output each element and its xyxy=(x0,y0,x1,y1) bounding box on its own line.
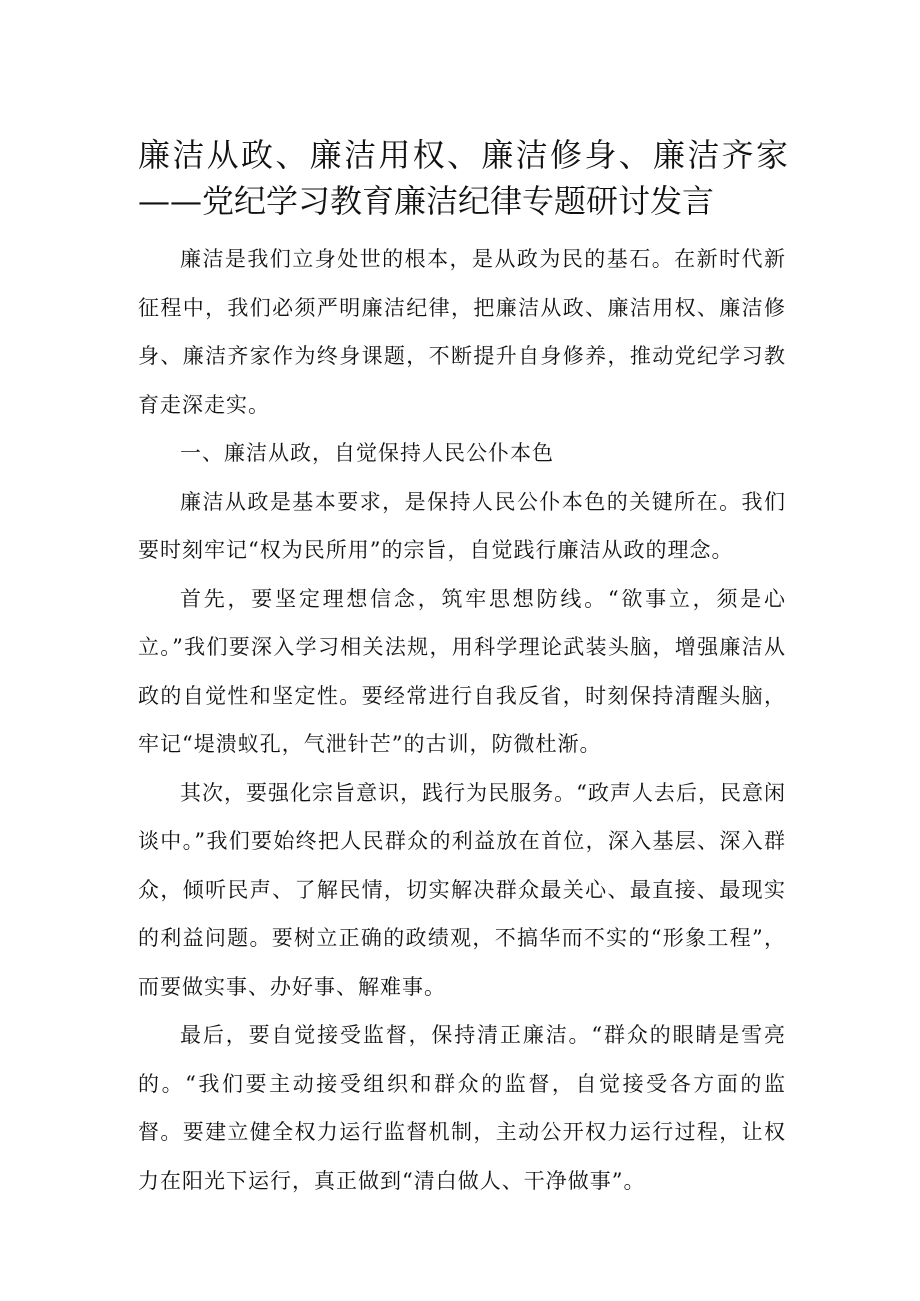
paragraph-last: 最后，要自觉接受监督，保持清正廉洁。“群众的眼睛是雪亮的。“我们要主动接受组织和群众的监督，自觉接受各方面的监督。要建立健全权力运行监督机制，主动公开权力运行过程，让权力在阳光下运行，真正做到“清白做人、干净做事”。 xyxy=(138,1023,786,1193)
paragraph-section-1-intro: 廉洁从政是基本要求，是保持人民公仆本色的关键所在。我们要时刻牢记“权为民所用”的宗旨，自觉践行廉洁从政的理念。 xyxy=(138,489,786,562)
document-title: 廉洁从政、廉洁用权、廉洁修身、廉洁齐家——党纪学习教育廉洁纪律专题研讨发言 xyxy=(138,136,788,220)
section-heading-1: 一、廉洁从政，自觉保持人民公仆本色 xyxy=(180,441,554,465)
paragraph-intro: 廉洁是我们立身处世的根本，是从政为民的基石。在新时代新征程中，我们必须严明廉洁纪律，把廉洁从政、廉洁用权、廉洁修身、廉洁齐家作为终身课题，不断提升自身修养，推动党纪学习教育走深走实。 xyxy=(138,247,786,417)
paragraph-second: 其次，要强化宗旨意识，践行为民服务。“政声人去后，民意闲谈中。”我们要始终把人民群众的利益放在首位，深入基层、深入群众，倾听民声、了解民情，切实解决群众最关心、最直接、最现实的利益问题。要树立正确的政绩观，不搞华而不实的“形象工程”，而要做实事、办好事、解难事。 xyxy=(138,780,786,999)
paragraph-first: 首先，要坚定理想信念，筑牢思想防线。“欲事立，须是心立。”我们要深入学习相关法规，用科学理论武装头脑，增强廉洁从政的自觉性和坚定性。要经常进行自我反省，时刻保持清醒头脑，牢记“堤溃蚁孔，气泄针芒”的古训，防微杜渐。 xyxy=(138,586,786,756)
document-body xyxy=(138,235,786,1205)
